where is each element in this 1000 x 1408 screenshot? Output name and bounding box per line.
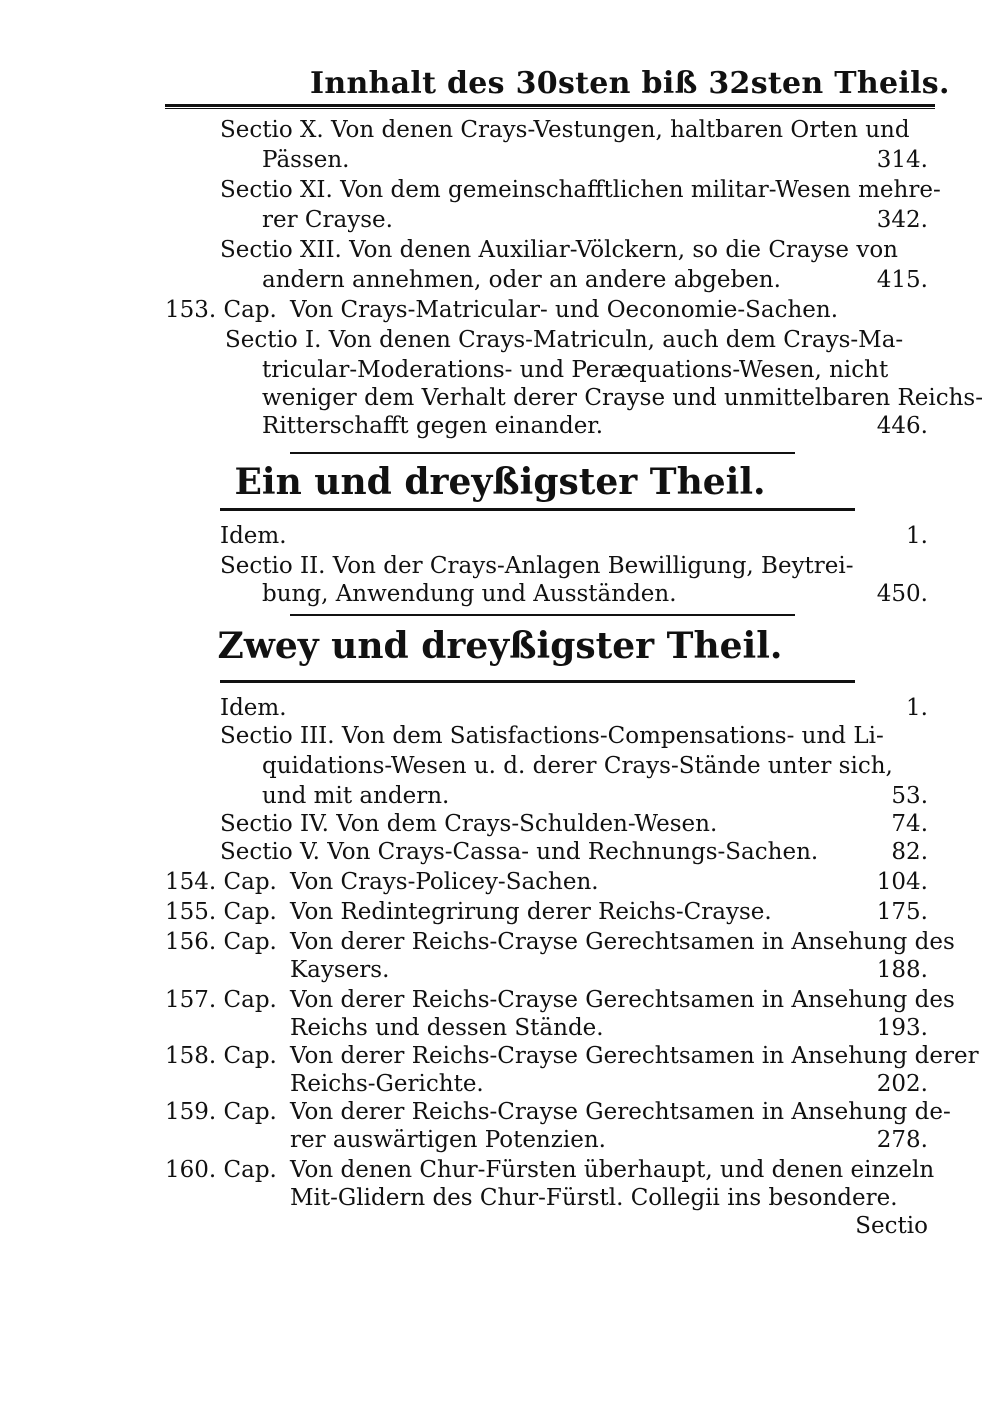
cap-155-page: 175.: [876, 899, 928, 925]
sectio-i-line-3: weniger dem Verhalt derer Crayse und unmittelbaren Reichs-: [262, 385, 983, 411]
part-31-rule-top: [290, 452, 795, 454]
part-32-rule-bottom: [220, 680, 855, 683]
part-32-rule-top: [290, 614, 795, 616]
sectio-xii-page: 415.: [876, 267, 928, 293]
cap-159-label: 159. Cap.: [165, 1099, 277, 1125]
part-31-idem: Idem.: [220, 523, 287, 549]
cap-158-text-2: Reichs-Gerichte.: [290, 1071, 484, 1097]
cap-157-label: 157. Cap.: [165, 987, 277, 1013]
cap-159-text-1: Von derer Reichs-Crayse Gerechtsamen in Ansehung de-: [290, 1099, 951, 1125]
cap-156-text-2: Kaysers.: [290, 957, 390, 983]
part-32-idem-page: 1.: [906, 695, 928, 721]
sectio-v: Sectio V. Von Crays-Cassa- und Rechnungs-Sachen.: [220, 839, 819, 865]
sectio-ii-line-1: Sectio II. Von der Crays-Anlagen Bewilligung, Beytrei-: [220, 553, 854, 579]
cap-158-label: 158. Cap.: [165, 1043, 277, 1069]
part-31-idem-page: 1.: [906, 523, 928, 549]
sectio-ii-page: 450.: [876, 581, 928, 607]
cap-157-text-1: Von derer Reichs-Crayse Gerechtsamen in Ansehung des: [290, 987, 955, 1013]
cap-154-page: 104.: [876, 869, 928, 895]
cap-160-label: 160. Cap.: [165, 1157, 277, 1183]
cap-155-label: 155. Cap.: [165, 899, 277, 925]
cap-160-text-2: Mit-Glidern des Chur-Fürstl. Collegii ins besondere.: [290, 1185, 898, 1211]
cap-153-text: Von Crays-Matricular- und Oeconomie-Sachen.: [290, 297, 839, 323]
sectio-xi-page: 342.: [876, 207, 928, 233]
head-rule-thin: [165, 108, 935, 109]
sectio-i-line-1: Sectio I. Von denen Crays-Matriculn, auch dem Crays-Ma-: [225, 327, 904, 353]
cap-157-text-2: Reichs und dessen Stände.: [290, 1015, 604, 1041]
sectio-i-line-4: Ritterschafft gegen einander.: [262, 413, 604, 439]
sectio-i-line-2: tricular-Moderations- und Peræquations-Wesen, nicht: [262, 357, 889, 383]
head-rule: [165, 104, 935, 107]
part-32-title: Zwey und dreyßigster Theil.: [217, 625, 783, 667]
cap-158-page: 202.: [876, 1071, 928, 1097]
cap-155-text: Von Redintegrirung derer Reichs-Crayse.: [290, 899, 772, 925]
cap-159-text-2: rer auswärtigen Potenzien.: [290, 1127, 606, 1153]
sectio-xii-line-2: andern annehmen, oder an andere abgeben.: [262, 267, 781, 293]
sectio-iii-page: 53.: [891, 783, 928, 809]
cap-154-text: Von Crays-Policey-Sachen.: [290, 869, 599, 895]
sectio-x-line-2: Pässen.: [262, 147, 350, 173]
cap-158-text-1: Von derer Reichs-Crayse Gerechtsamen in Ansehung derer: [290, 1043, 979, 1069]
cap-159-page: 278.: [876, 1127, 928, 1153]
sectio-iv-page: 74.: [891, 811, 928, 837]
cap-156-label: 156. Cap.: [165, 929, 277, 955]
sectio-xii-line-1: Sectio XII. Von denen Auxiliar-Völckern, so die Crayse von: [220, 237, 898, 263]
cap-153-label: 153. Cap.: [165, 297, 277, 323]
sectio-iv: Sectio IV. Von dem Crays-Schulden-Wesen.: [220, 811, 718, 837]
cap-160-text-1: Von denen Chur-Fürsten überhaupt, und denen einzeln: [290, 1157, 935, 1183]
part-32-idem: Idem.: [220, 695, 287, 721]
sectio-i-page: 446.: [876, 413, 928, 439]
sectio-iii-line-3: und mit andern.: [262, 783, 450, 809]
cap-156-page: 188.: [876, 957, 928, 983]
cap-157-page: 193.: [876, 1015, 928, 1041]
sectio-x-line-1: Sectio X. Von denen Crays-Vestungen, haltbaren Orten und: [220, 117, 910, 143]
part-31-rule-bottom: [220, 508, 855, 511]
sectio-ii-line-2: bung, Anwendung und Ausständen.: [262, 581, 677, 607]
sectio-xi-line-2: rer Crayse.: [262, 207, 393, 233]
catchword: Sectio: [855, 1213, 928, 1239]
sectio-v-page: 82.: [891, 839, 928, 865]
running-head: Innhalt des 30sten biß 32sten Theils.: [310, 66, 950, 101]
cap-156-text-1: Von derer Reichs-Crayse Gerechtsamen in Ansehung des: [290, 929, 955, 955]
sectio-x-page: 314.: [876, 147, 928, 173]
sectio-xi-line-1: Sectio XI. Von dem gemeinschafftlichen militar-Wesen mehre-: [220, 177, 941, 203]
cap-154-label: 154. Cap.: [165, 869, 277, 895]
sectio-iii-line-2: quidations-Wesen u. d. derer Crays-Stände unter sich,: [262, 753, 893, 779]
sectio-iii-line-1: Sectio III. Von dem Satisfactions-Compensations- und Li-: [220, 723, 884, 749]
part-31-title: Ein und dreyßigster Theil.: [234, 461, 766, 503]
